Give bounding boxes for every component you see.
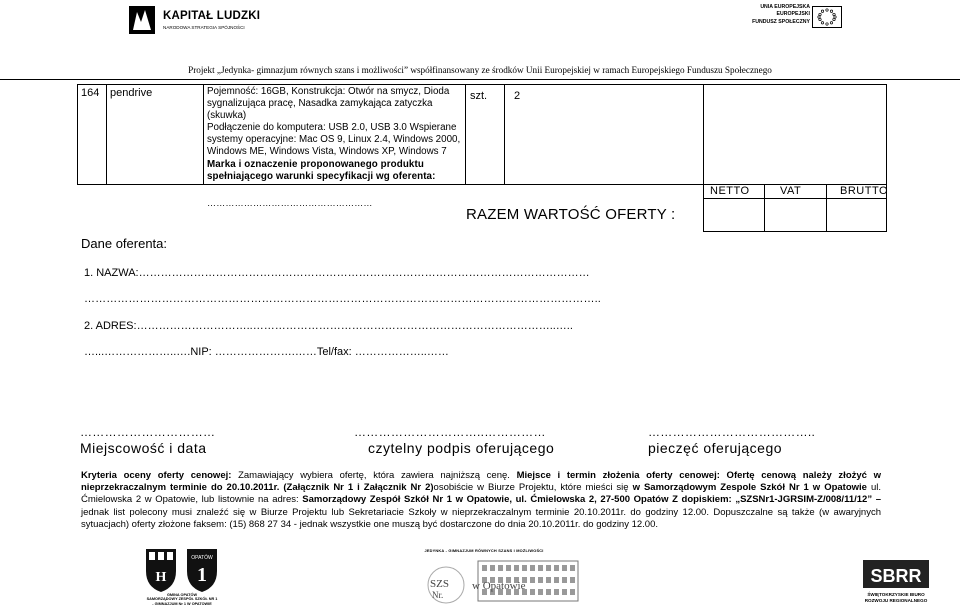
sbrr-emblem-icon (863, 558, 929, 590)
criteria-k5: w Samorządowym Zespole Szkół Nr 1 w Opatowie (632, 482, 867, 494)
shield-right-label: OPATÓW (191, 555, 213, 561)
gim-line-3: - GIMNAZJUM Nr 1 W OPATOWIE (152, 601, 212, 606)
row-quantity: 2 (514, 90, 521, 102)
header-vat: VAT (780, 185, 802, 197)
sbrr-line-1: ŚWIĘTOKRZYSKIE BIURO (867, 592, 925, 597)
price-header-divider (703, 198, 887, 199)
dane-oferenta-label: Dane oferenta: (81, 236, 168, 251)
criteria-k3: Miejsce i termin złożenia oferty cenowej: Ofertę cenową należy złożyć w nieprzekraczalnym terminie do 20.10.2011r. (Załącznik Nr 1 i Załącznik Nr 2) (81, 470, 882, 494)
sbrr-text (835, 592, 957, 603)
row-description (207, 86, 463, 209)
shield-right-number: 1 (197, 564, 207, 586)
signature-dots-place: …………………………… (80, 425, 216, 439)
header-brutto: BRUTTO (840, 185, 889, 197)
eu-line-2: EUROPEJSKI (776, 11, 810, 18)
school-number-icon (184, 547, 220, 593)
kapital-ludzki-title: KAPITAŁ LUDZKI (163, 10, 261, 22)
signature-dots-sign: …………………………..…………… (354, 425, 546, 439)
row-name: pendrive (110, 87, 153, 99)
eu-line-1: UNIA EUROPEJSKA (760, 4, 810, 10)
shield-left-letter: H (155, 570, 167, 585)
desc-line-2: sygnalizująca pracę, Nasadka zamykająca zatyczka (skuwka) (207, 98, 433, 122)
place-date-label: Miejscowość i data (80, 440, 207, 456)
sbrr-line-2: ROZWOJU REGIONALNEGO (864, 597, 928, 603)
stamp-label: pieczęć oferującego (648, 440, 783, 456)
criteria-k4: osobiście w Biurze Projektu, które mieści się (433, 482, 633, 494)
nazwa-line-2: ………………………………………………………………………………………………………………………….. (84, 293, 601, 305)
eu-flag-icon (812, 6, 842, 28)
desc-dots: ……………………………………………… (207, 197, 373, 208)
desc-bold-line-2: spełniającego warunki specyfikacji wg oferenta: (207, 170, 436, 182)
razem-label: RAZEM WARTOŚĆ OFERTY : (466, 206, 676, 223)
signature-label: czytelny podpis oferującego (368, 440, 555, 456)
criteria-k2: Zamawiający wybiera ofertę, która zawiera najniższą cenę. (231, 470, 517, 481)
row-unit: szt. (470, 90, 488, 102)
nip-tel-line: …...………………..….NIP: ………………….……Tel/fax: ………………..…… (84, 346, 449, 358)
cell-number (77, 84, 107, 185)
gim-line-1: GMINA OPATÓW (166, 593, 198, 597)
adres-line: 2. ADRES:…………………………..………………………………………………………………………..….. (84, 320, 573, 332)
opatow-text: w Opatowie (472, 580, 526, 592)
jedynka-title: JEDYNKA - GIMNAZJUM RÓWNYCH SZANS I MOŻLIWOŚCI (424, 548, 544, 553)
gim-line-2: SAMORZĄDOWY ZESPÓŁ SZKÓŁ NR 1 (146, 597, 218, 602)
criteria-k1: Kryteria oceny oferty cenowej: (81, 470, 232, 481)
gimnazjum-text (140, 593, 224, 606)
eu-line-3: FUNDUSZ SPOŁECZNY (752, 18, 810, 25)
kapital-ludzki-mark-icon (127, 2, 157, 38)
criteria-k6: ul. Ćmielowska 2 w Opatowie, lub listownie na adres: (81, 482, 881, 506)
desc-bold-line-1: Marka i oznaczenie proponowanego produktu (207, 158, 424, 170)
desc-line-3: Podłączenie do komputera: USB 2.0, USB 3.0 Wspierane (207, 122, 457, 134)
project-line: Projekt „Jedynka- gimnazjum równych szans i możliwości” współfinansowany ze środków Unii Europejskiej w ramach Europejskiego Funduszu Społecznego (188, 65, 772, 75)
criteria-k8: jednak list polecony musi znaleźć się w Biurze Projektu lub Sekretariacie Szkoły w nieprzekraczalnym terminie 20.10.2011r. do godziny 12.00. Dopuszczalne są także (w awaryjnych sytuacjach) oferty złożone faksem: (15) 868 27 34 - jednak wszystkie one muszą być dostarczone do dnia 20.10.2011r. do godziny 12.00. (81, 506, 881, 530)
cell-price (703, 84, 887, 185)
nazwa-line: 1. NAZWA:…………………………………………………………………………………………………………… (84, 267, 590, 279)
szs-text: SZS (430, 578, 449, 590)
desc-line-1: Pojemność: 16GB, Konstrukcja: Otwór na smycz, Dioda (207, 86, 450, 97)
row-number: 164 (81, 87, 100, 99)
szs-nr: Nr. (432, 590, 444, 600)
criteria-paragraph (81, 470, 881, 531)
jedynka-project-logo (386, 548, 582, 612)
sbrr-logo (835, 558, 957, 613)
desc-line-4: systemy operacyjne: Mac OS 9, Linux 2.4, Windows 2000, (207, 134, 461, 146)
gimnazjum-logo (140, 547, 224, 613)
coat-of-arms-icon (143, 547, 179, 593)
cell-name (106, 84, 204, 185)
header-divider (0, 79, 960, 80)
kapital-ludzki-subtitle: NARODOWA STRATEGIA SPÓJNOŚCI (163, 25, 245, 30)
signature-dots-stamp: ………………………………….. (648, 425, 816, 439)
desc-line-5: Windows ME, Windows Vista, Windows XP, Windows 7 (207, 146, 447, 158)
kapital-ludzki-logo (127, 2, 261, 42)
cell-quantity (504, 84, 704, 185)
criteria-k7: Samorządowy Zespół Szkół Nr 1 w Opatowie, ul. Ćmielowska 2, 27-500 Opatów Z dopiskiem: „SZSNr1-JGRSIM-Z/008/11/12” – (302, 494, 881, 506)
sbrr-letters: SBRR (870, 566, 922, 586)
eu-text (752, 4, 810, 26)
header-netto: NETTO (710, 185, 750, 197)
